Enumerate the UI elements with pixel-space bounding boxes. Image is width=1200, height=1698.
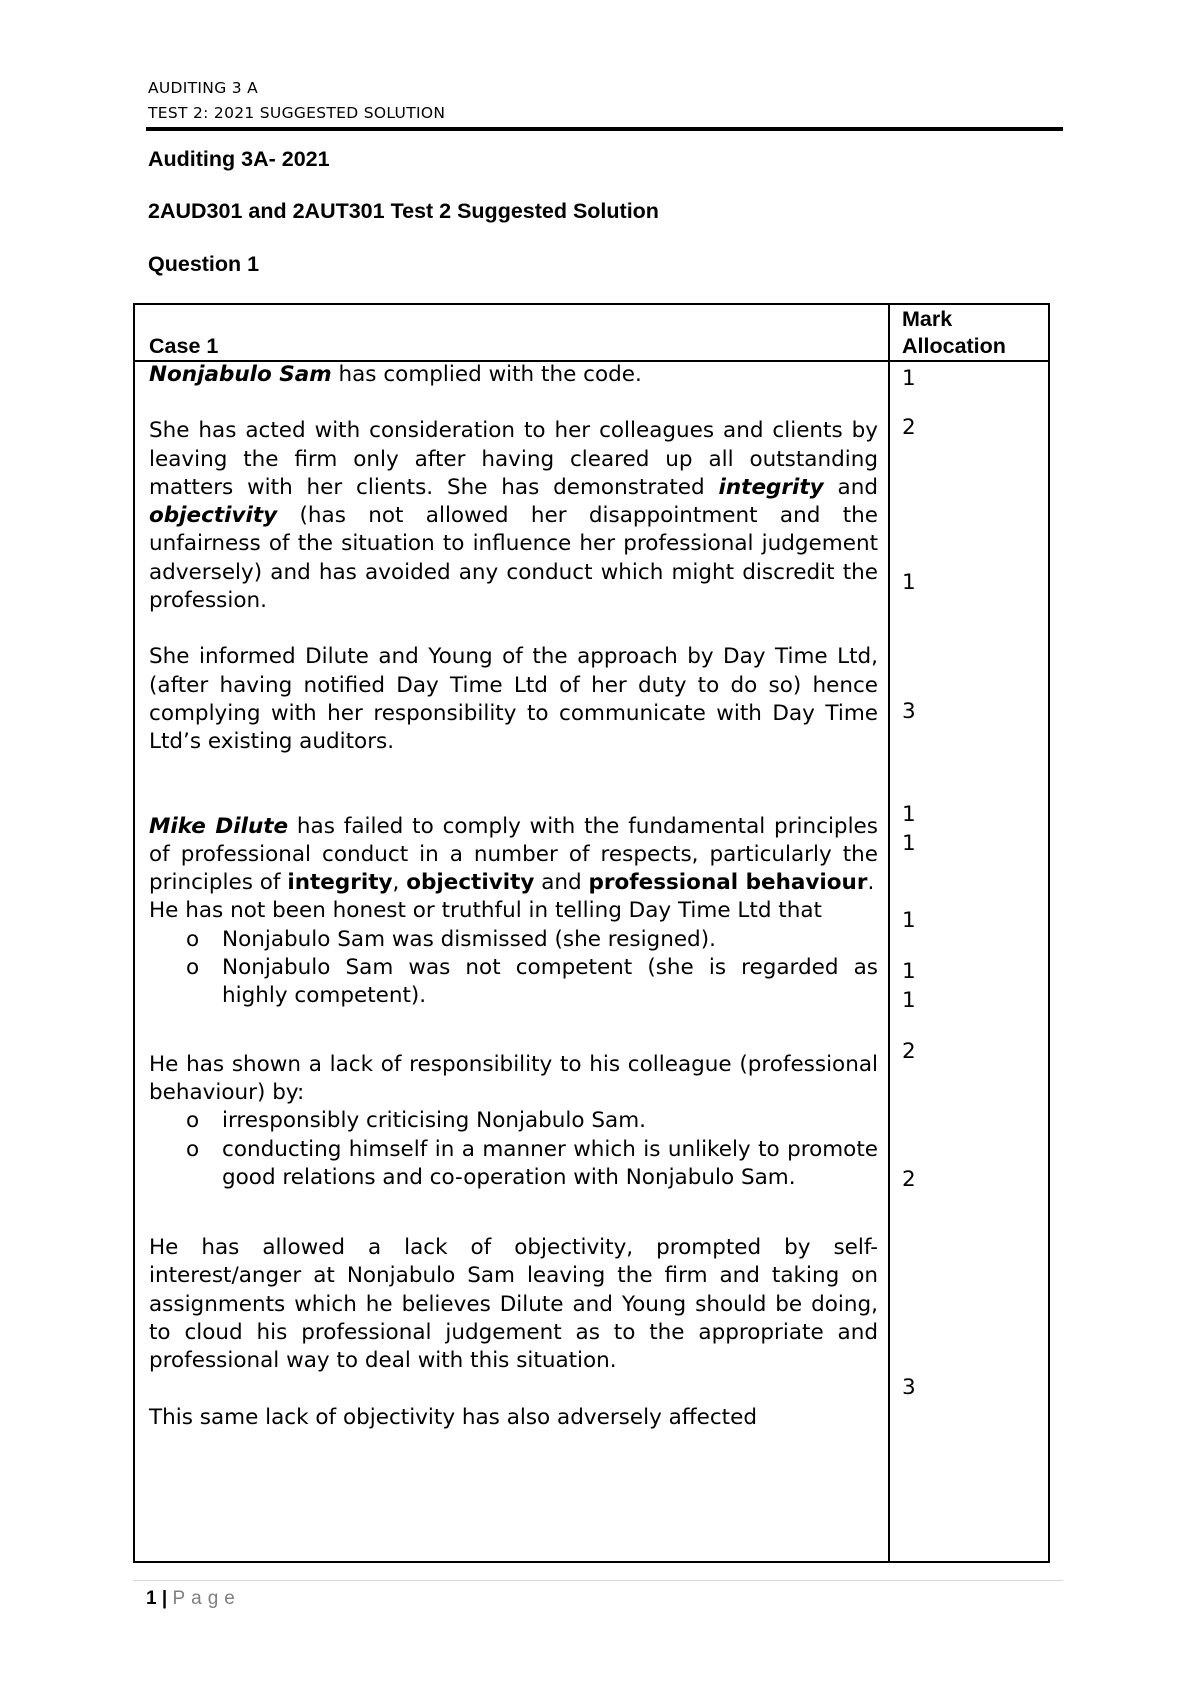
bullet-icon: o bbox=[186, 955, 200, 981]
mark-value: 1 bbox=[902, 831, 916, 856]
text: . bbox=[867, 870, 875, 896]
column-divider bbox=[888, 305, 890, 1561]
mark-value: 2 bbox=[902, 1039, 916, 1064]
solution-table bbox=[133, 303, 1050, 1563]
text: has failed to comply with the fundamental principles of professional conduct in a number of respects, particularly the principles of bbox=[149, 813, 878, 896]
name-nonjabulo-sam: Nonjabulo Sam bbox=[149, 362, 332, 387]
bullet-icon: o bbox=[186, 926, 200, 952]
mark-value: 1 bbox=[902, 908, 916, 933]
paragraph-dilute-failed bbox=[149, 813, 878, 898]
footer-separator: | bbox=[156, 1588, 173, 1609]
mark-value: 1 bbox=[902, 366, 916, 391]
course-title: Auditing 3A- 2021 bbox=[148, 147, 330, 171]
text: and bbox=[534, 870, 589, 896]
mark-value: 3 bbox=[902, 699, 916, 724]
term-integrity: integrity bbox=[287, 870, 393, 896]
paragraph-continuation: This same lack of objectivity has also adversely affected bbox=[149, 1404, 757, 1430]
mark-value: 1 bbox=[902, 959, 916, 984]
text: has complied with the code. bbox=[331, 362, 642, 387]
term-integrity: integrity bbox=[718, 474, 824, 500]
text: and bbox=[823, 474, 878, 500]
mark-value: 1 bbox=[902, 802, 916, 827]
list-item bbox=[149, 1107, 878, 1135]
term-professional-behaviour: professional behaviour bbox=[588, 870, 868, 896]
test-title: 2AUD301 and 2AUT301 Test 2 Suggested Solution bbox=[148, 199, 659, 223]
case-column-header: Case 1 bbox=[149, 334, 219, 358]
honesty-list bbox=[149, 926, 878, 1011]
mark-header-line1: Mark bbox=[902, 307, 953, 331]
mark-header-line2: Allocation bbox=[902, 334, 1006, 358]
list-item bbox=[149, 926, 878, 954]
text: She has acted with consideration to her colleagues and clients by leaving the firm only after having cleared up all outstanding matters with her clients. She has demonstrated bbox=[149, 418, 878, 500]
mark-value: 1 bbox=[902, 988, 916, 1013]
mark-value: 1 bbox=[902, 570, 916, 595]
list-item bbox=[149, 1136, 878, 1193]
marks-column bbox=[902, 305, 1022, 1561]
paragraph-sam-conduct bbox=[149, 417, 878, 615]
page-footer bbox=[146, 1588, 241, 1610]
list-item-text: Nonjabulo Sam was not competent (she is regarded as highly competent). bbox=[222, 955, 878, 1009]
term-objectivity: objectivity bbox=[406, 870, 535, 896]
case-body bbox=[149, 361, 878, 1432]
paragraph-dilute-objectivity: He has allowed a lack of objectivity, prompted by self-interest/anger at Nonjabulo Sam leaving the firm and taking on assignments which he believes Dilute and Young should be doing, to cloud his professional judgement as to the appropriate and professional way to deal with this situation. bbox=[149, 1235, 878, 1374]
paragraph-dilute-responsibility: He has shown a lack of responsibility to his colleague (professional behaviour) by: bbox=[149, 1051, 878, 1105]
footer-rule bbox=[133, 1580, 1063, 1581]
header-line-test: TEST 2: 2021 SUGGESTED SOLUTION bbox=[148, 104, 446, 122]
bullet-icon: o bbox=[186, 1136, 200, 1162]
page-label: Page bbox=[172, 1588, 241, 1609]
question-heading: Question 1 bbox=[148, 252, 260, 276]
page-number: 1 bbox=[146, 1588, 157, 1609]
responsibility-list bbox=[149, 1107, 878, 1192]
header-line-course: AUDITING 3 A bbox=[148, 79, 259, 97]
name-mike-dilute: Mike Dilute bbox=[149, 813, 289, 839]
text: , bbox=[392, 870, 407, 896]
paragraph-dilute-honesty: He has not been honest or truthful in telling Day Time Ltd that bbox=[149, 898, 822, 924]
header-rule bbox=[146, 127, 1063, 131]
mark-value: 2 bbox=[902, 415, 916, 440]
mark-value: 2 bbox=[902, 1167, 916, 1192]
list-item bbox=[149, 954, 878, 1011]
paragraph-sam-communicated: She informed Dilute and Young of the approach by Day Time Ltd, (after having notified Day Time Ltd of her duty to do so) hence complying with her responsibility to communicate with Day Time Ltd’s existing auditors. bbox=[149, 644, 878, 755]
paragraph-sam-complied bbox=[149, 361, 878, 389]
mark-value: 3 bbox=[902, 1375, 916, 1400]
running-header bbox=[148, 76, 445, 126]
bullet-icon: o bbox=[186, 1108, 200, 1134]
list-item-text: conducting himself in a manner which is unlikely to promote good relations and co-operation with Nonjabulo Sam. bbox=[222, 1136, 878, 1190]
text: (has not allowed her disappointment and the unfairness of the situation to influence her professional judgement adversely) and has avoided any conduct which might discredit the profession. bbox=[149, 503, 878, 614]
term-objectivity: objectivity bbox=[149, 503, 278, 529]
list-item-text: Nonjabulo Sam was dismissed (she resigned). bbox=[222, 926, 716, 952]
list-item-text: irresponsibly criticising Nonjabulo Sam. bbox=[222, 1108, 646, 1134]
